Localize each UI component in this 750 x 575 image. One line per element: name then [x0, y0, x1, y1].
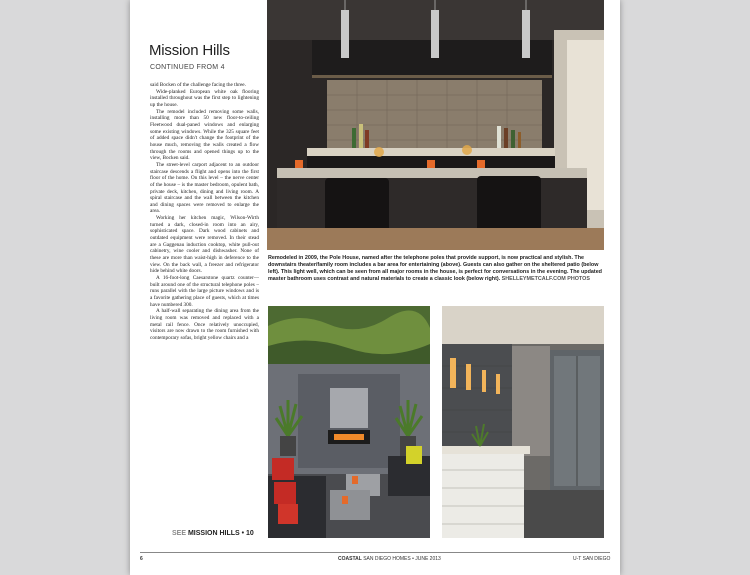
article-title: Mission Hills [149, 42, 230, 59]
jump-reference [172, 530, 254, 537]
photo-caption [268, 255, 604, 283]
body-paragraph: Working her kitchen magic, Wilson-Wirth turned a dark, closed-in room into an airy, sophisticated space. Dark wood cabinets and outdated equipment were removed. In their stead are a Gaggenau induction cooktop, white pull-out cabinetry, wine cooler and dishwasher. None of these are more than waist-high in deference to the view. On the back wall, a freezer and refrigerator hide behind white doors. [150, 215, 259, 275]
footer-publication: U-T SAN DIEGO [573, 556, 611, 562]
bar-area-photo [267, 0, 604, 250]
photo-credit: SHELLEYMETCALF.COM PHOTOS [501, 276, 590, 282]
caption-text: Remodeled in 2009, the Pole House, named after the telephone poles that provide support, is now practical and stylish. The downstairs theater/family room includes a bar area for entertaining (above). Guests can also gather on the sheltered patio (below left). This light well, which can be seen from all major rooms in the house, is perfect for conversations in the evening. The updated master bathroom uses contrast and natural materials to create a classic look (below right). [268, 255, 602, 282]
footer-rule [140, 552, 610, 553]
body-paragraph: The remodel included removing some walls, installing more than 50 new floor-to-ceiling Fleetwood dual-paned windows and enlarging some existing windows. While the 325 square feet of added space didn't change the footprint of the house much, removing the walls created a flow through the rooms and opened things up to the view, Bocken said. [150, 108, 259, 162]
footer-brand: COASTAL [338, 556, 362, 562]
footer-section [338, 556, 441, 562]
jump-see-label: SEE [172, 530, 187, 537]
body-paragraph: said Bocken of the challenge facing the three. [150, 82, 246, 88]
page-number: 6 [140, 556, 143, 562]
article-body [150, 82, 259, 527]
magazine-page [130, 0, 620, 575]
body-paragraph: A 16-foot-long Caesarstone quartz counter—built around one of the structural telephone poles – runs parallel with the large picture windows and is a favorite gathering place of guests, which at times have numbered 300. [150, 275, 259, 308]
jump-destination: MISSION HILLS • 10 [187, 530, 254, 537]
body-paragraph: Wide-planked European white oak flooring installed throughout was the first step to lightening up the house. [150, 88, 259, 108]
body-paragraph: The street-level carport adjacent to an outdoor staircase descends a flight and opens into the first floor of the home. On this level – the nerve center of the house – is the master bedroom, opulent bath, private deck, kitchen, dining and living room. A spiral staircase and the wall between the kitchen and dining spaces were removed to enlarge the area. [150, 161, 259, 215]
patio-photo [268, 306, 430, 538]
continued-from: CONTINUED FROM 4 [150, 64, 225, 71]
footer-section-rest: SAN DIEGO HOMES • JUNE 2013 [363, 556, 441, 562]
bathroom-photo [442, 306, 604, 538]
body-paragraph: A half-wall separating the dining area from the living room was removed and replaced with a metal rail fence. Once relatively unoccupied, visitors are now drawn to the room furnished with contemporary sofas, bright yellow chairs and a [150, 308, 259, 341]
